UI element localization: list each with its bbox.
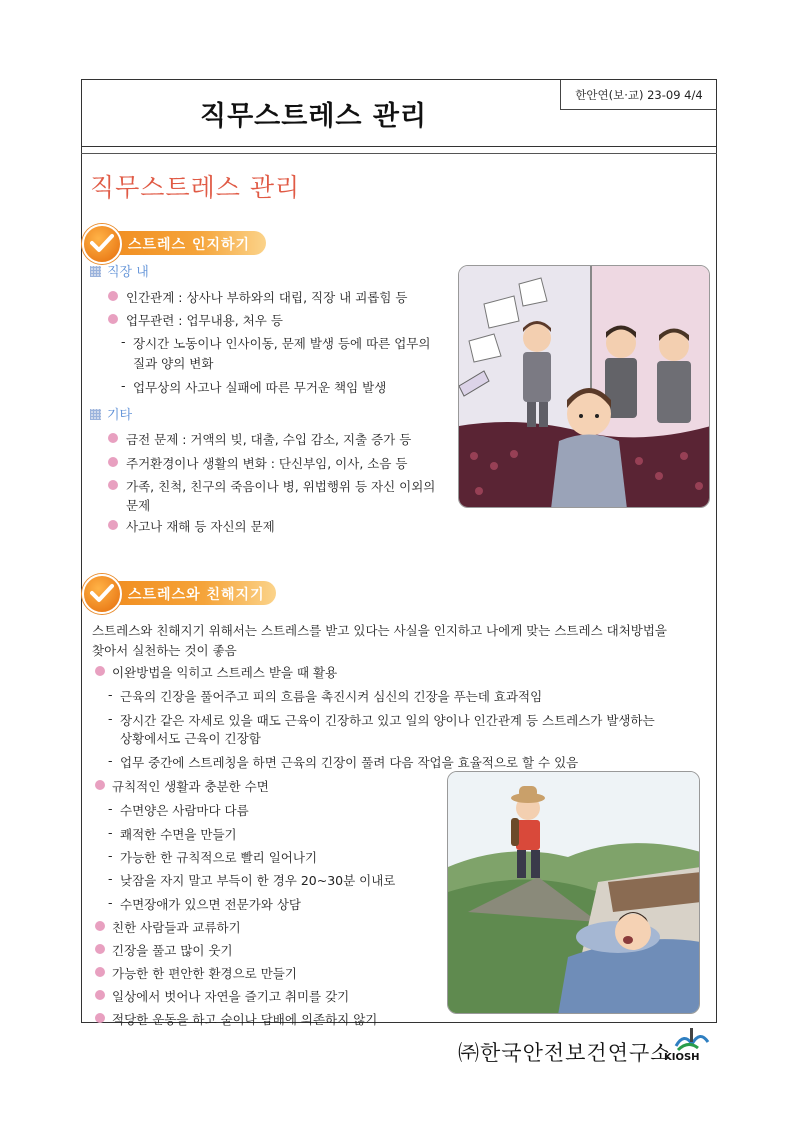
bullet-icon — [108, 291, 118, 301]
list-subitem: 장시간 노동이나 인사이동, 문제 발생 등에 따른 업무의 — [133, 336, 431, 351]
list-subitem-cont: 상황에서도 근육이 긴장함 — [120, 731, 261, 746]
bullet-icon — [95, 666, 105, 676]
list-item: 인간관계 : 상사나 부하와의 대립, 직장 내 괴롭힘 등 — [126, 290, 408, 305]
list-item: 금전 문제 : 거액의 빚, 대출, 수입 감소, 지출 증가 등 — [126, 432, 412, 447]
list-subitem: 업무 중간에 스트레칭을 하면 근육의 긴장이 풀려 다음 작업을 효율적으로 할 수 있음 — [120, 755, 579, 770]
intro-text: 스트레스와 친해지기 위해서는 스트레스를 받고 있다는 사실을 인지하고 나에게 맞는 스트레스 대처방법을 — [92, 623, 668, 638]
grid-square-icon — [90, 266, 101, 277]
dash-marker: - — [108, 753, 113, 768]
list-subitem: 근육의 긴장을 풀어주고 피의 흐름을 촉진시켜 심신의 긴장을 푸는데 효과적임 — [120, 689, 543, 704]
checkmark-icon — [82, 224, 122, 264]
list-item: 긴장을 풀고 많이 웃기 — [112, 943, 233, 958]
subheading-label: 기타 — [107, 408, 133, 423]
list-item: 규칙적인 생활과 충분한 수면 — [112, 779, 269, 794]
intro-text-cont: 찾아서 실천하는 것이 좋음 — [92, 643, 237, 658]
banner-label: 스트레스와 친해지기 — [128, 587, 265, 603]
list-subitem: 수면장애가 있으면 전문가와 상담 — [120, 897, 301, 912]
subheading-workplace — [90, 261, 149, 280]
dash-marker: - — [108, 871, 113, 886]
list-item: 친한 사람들과 교류하기 — [112, 920, 241, 935]
bullet-icon — [108, 520, 118, 530]
section-banner-stress-awareness — [82, 228, 282, 258]
list-item: 주거환경이나 생활의 변화 : 단신부임, 이사, 소음 등 — [126, 456, 408, 471]
dash-marker: - — [121, 334, 126, 349]
list-item-cont: 문제 — [126, 498, 151, 513]
banner-label: 스트레스 인지하기 — [128, 237, 251, 253]
list-subitem: 수면양은 사람마다 다름 — [120, 803, 249, 818]
list-item: 가능한 한 편안한 환경으로 만들기 — [112, 966, 297, 981]
list-subitem: 낮잠을 자지 말고 부득이 한 경우 20~30분 이내로 — [120, 873, 396, 888]
organization-name: ㈜한국안전보건연구소 — [458, 1041, 672, 1065]
stressed-worker-illustration — [458, 265, 710, 508]
list-item: 사고나 재해 등 자신의 문제 — [126, 519, 275, 534]
dash-marker: - — [108, 825, 113, 840]
dash-marker: - — [108, 801, 113, 816]
main-heading: 직무스트레스 관리 — [90, 173, 301, 202]
document-code: 한안연(보·교) 23-09 4/4 — [560, 80, 717, 110]
dash-marker: - — [108, 711, 113, 726]
bullet-icon — [108, 314, 118, 324]
list-item: 가족, 친척, 친구의 죽음이나 병, 위법행위 등 자신 이외의 — [126, 479, 436, 494]
dash-marker: - — [108, 687, 113, 702]
list-subitem: 쾌적한 수면을 만들기 — [120, 827, 237, 842]
bullet-icon — [95, 921, 105, 931]
subheading-other — [90, 404, 132, 423]
page-title: 직무스트레스 관리 — [200, 101, 428, 132]
bullet-icon — [108, 433, 118, 443]
list-item: 업무관련 : 업무내용, 처우 등 — [126, 313, 283, 328]
bullet-icon — [95, 944, 105, 954]
list-subitem: 가능한 한 규칙적으로 빨리 일어나기 — [120, 850, 318, 865]
bullet-icon — [108, 457, 118, 467]
list-item: 적당한 운동을 하고 술이나 담배에 의존하지 않기 — [112, 1012, 378, 1027]
dash-marker: - — [121, 378, 126, 393]
list-subitem: 업무상의 사고나 실패에 따른 무거운 책임 발생 — [133, 380, 387, 395]
grid-square-icon — [90, 409, 101, 420]
bullet-icon — [108, 480, 118, 490]
list-subitem-cont: 질과 양의 변화 — [133, 356, 214, 371]
list-subitem: 장시간 같은 자세로 있을 때도 근육이 긴장하고 있고 일의 양이나 인간관계 등 스트레스가 발생하는 — [120, 713, 655, 728]
bullet-icon — [95, 1013, 105, 1023]
bullet-icon — [95, 990, 105, 1000]
hiking-and-sleeping-illustration — [447, 771, 700, 1014]
kiosh-logo-text: KIOSH — [664, 1052, 700, 1063]
list-item: 일상에서 벗어나 자연을 즐기고 취미를 갖기 — [112, 989, 350, 1004]
dash-marker: - — [108, 895, 113, 910]
list-item: 이완방법을 익히고 스트레스 받을 때 활용 — [112, 665, 338, 680]
subheading-label: 직장 내 — [107, 265, 149, 280]
dash-marker: - — [108, 848, 113, 863]
divider — [81, 153, 717, 154]
bullet-icon — [95, 967, 105, 977]
bullet-icon — [95, 780, 105, 790]
checkmark-icon — [82, 574, 122, 614]
section-banner-befriend-stress — [82, 578, 282, 608]
